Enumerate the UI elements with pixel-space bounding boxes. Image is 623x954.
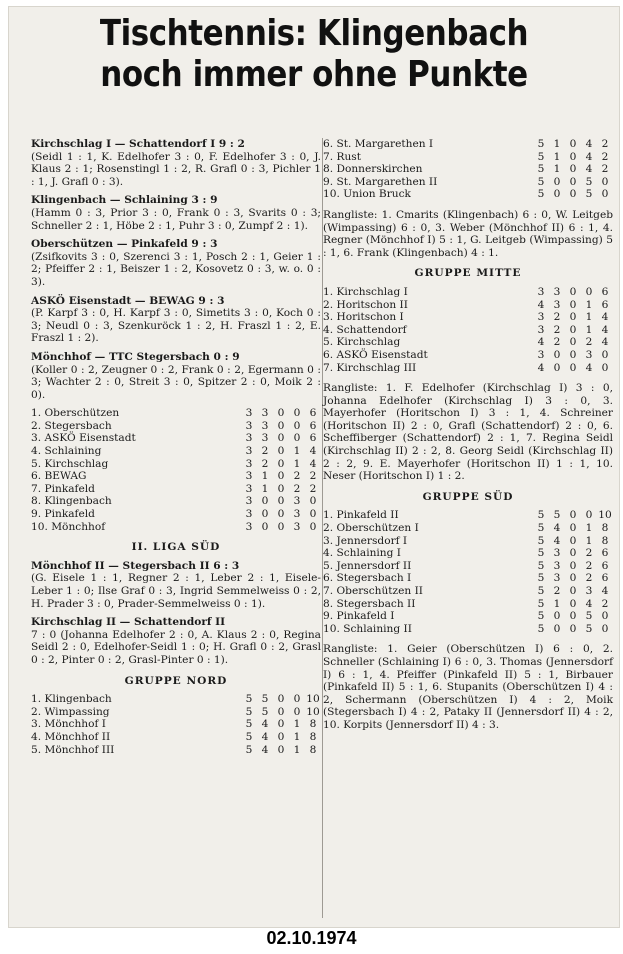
stat-value: 5 bbox=[245, 718, 253, 731]
standings-table-sued bbox=[323, 509, 613, 635]
stat-value: 6 bbox=[601, 547, 609, 560]
stat-value: 5 bbox=[585, 188, 593, 201]
table-row bbox=[323, 547, 613, 560]
stat-value: 8 bbox=[601, 522, 609, 535]
stat-value: 3 bbox=[585, 585, 593, 597]
team-name: 1. Pinkafeld II bbox=[323, 509, 399, 522]
team-name: 5. Mönchhof III bbox=[31, 743, 115, 756]
stat-value: 3 bbox=[261, 407, 269, 420]
stat-value: 4 bbox=[601, 323, 609, 336]
stat-value: 5 bbox=[537, 572, 545, 585]
stat-value: 5 bbox=[537, 547, 545, 560]
stat-value: 6 bbox=[309, 407, 317, 420]
team-name: 8. Klingenbach bbox=[31, 495, 112, 508]
stat-value: 3 bbox=[245, 407, 253, 420]
stat-value: 3 bbox=[537, 323, 545, 336]
team-name: 5. Kirchschlag bbox=[323, 336, 401, 349]
stat-value: 3 bbox=[293, 508, 301, 521]
stat-value: 5 bbox=[537, 559, 545, 572]
stat-value: 0 bbox=[309, 495, 317, 508]
section-gruppe-sued: GRUPPE SÜD bbox=[422, 490, 514, 503]
stat-value: 0 bbox=[277, 730, 285, 743]
stat-value: 2 bbox=[553, 585, 561, 597]
stat-value: 0 bbox=[293, 407, 301, 420]
stat-value: 0 bbox=[277, 432, 285, 445]
stat-value: 5 bbox=[585, 610, 593, 623]
stat-value: 2 bbox=[293, 482, 301, 495]
stat-value: 3 bbox=[245, 419, 253, 432]
team-name: 7. Kirchschlag III bbox=[323, 361, 417, 374]
stat-value: 1 bbox=[293, 730, 301, 743]
table-row bbox=[323, 522, 613, 535]
stat-value: 0 bbox=[553, 361, 561, 374]
stat-value: 1 bbox=[553, 597, 561, 610]
team-name: 3. ASKÖ Eisenstadt bbox=[31, 432, 136, 445]
team-name: 10. Schlaining II bbox=[323, 622, 412, 635]
stat-value: 0 bbox=[309, 508, 317, 521]
stat-value: 0 bbox=[553, 188, 561, 201]
stat-value: 0 bbox=[569, 285, 577, 298]
stat-value: 0 bbox=[569, 323, 577, 336]
stat-value: 5 bbox=[537, 622, 545, 635]
stat-value: 1 bbox=[585, 298, 593, 311]
table-row bbox=[323, 151, 613, 164]
headline-line-2: noch immer ohne Punkte bbox=[100, 54, 528, 95]
match-details: (Zsifkovits 3 : 0, Szerenci 3 : 1, Posch 2 : 1, Geier 1 : 2; Pfeiffer 2 : 1, Beiszer 1 : 2, Kosovetz 0 : 3, w. o. 0 : 3). bbox=[31, 250, 321, 288]
stat-value: 0 bbox=[277, 508, 285, 521]
section-gruppe-nord: GRUPPE NORD bbox=[124, 674, 228, 687]
stat-value: 0 bbox=[553, 622, 561, 635]
team-name: 10. Mönchhof bbox=[31, 520, 106, 533]
rangliste-sued: Rangliste: 1. Geier (Oberschützen I) 6 : 0, 2. Schneller (Schlaining I) 6 : 0, 3. Thomas (Jennersdorf I) 6 : 1, 4. Pfeiffer (Pinkafeld II) 5 : 1, Birbauer (Pinkafeld II) 5 : 1, 6. Stupanits (Oberschützen I) 4 : 2, Schermann (Oberschützen I) 4 : 2, Moik (Stegersbach I) 4 : 2, Pataky II (Jennersdorf II) 4 : 2, 10. Korpits (Jennersdorf II) 4 : 3. bbox=[323, 643, 613, 731]
team-name: 3. Mönchhof I bbox=[31, 718, 106, 731]
stat-value: 0 bbox=[569, 610, 577, 623]
team-name: 5. Jennersdorf II bbox=[323, 559, 412, 572]
stat-value: 0 bbox=[553, 348, 561, 361]
team-name: 2. Stegersbach bbox=[31, 419, 112, 432]
standings-table-nord-continued bbox=[323, 138, 613, 201]
stat-value: 4 bbox=[261, 743, 269, 756]
stat-value: 3 bbox=[245, 520, 253, 533]
team-name: 10. Union Bruck bbox=[323, 188, 411, 201]
table-row bbox=[31, 744, 321, 757]
table-row bbox=[31, 483, 321, 496]
table-row bbox=[323, 286, 613, 299]
team-name: 7. Oberschützen II bbox=[323, 585, 423, 597]
stat-value: 2 bbox=[293, 470, 301, 483]
stat-value: 4 bbox=[585, 597, 593, 610]
stat-value: 3 bbox=[553, 559, 561, 572]
stat-value: 5 bbox=[553, 509, 561, 522]
team-name: 1. Klingenbach bbox=[31, 693, 112, 706]
table-row bbox=[31, 731, 321, 744]
stat-value: 4 bbox=[585, 361, 593, 374]
table-row bbox=[323, 299, 613, 312]
standings-table-nord bbox=[31, 693, 321, 756]
stat-value: 8 bbox=[309, 743, 317, 756]
stat-value: 1 bbox=[585, 311, 593, 324]
stat-value: 5 bbox=[585, 622, 593, 635]
stat-value: 8 bbox=[309, 730, 317, 743]
match-details: (Seidl 1 : 1, K. Edelhofer 3 : 0, F. Edelhofer 3 : 0, J. Klaus 2 : 1; Rosenstingl 1 : 2, R. Grafl 0 : 3, Pichler 1 : 1, J. Grafl 0 : 3). bbox=[31, 150, 321, 188]
match-details: 7 : 0 (Johanna Edelhofer 2 : 0, A. Klaus 2 : 0, Regina Seidl 2 : 0, Edelhofer-Seidl 1 : 0; H. Grafl 0 : 2, Grasl 0 : 2, Pinter 0 : 2, Grasl-Pinter 0 : 1). bbox=[31, 628, 321, 666]
stat-value: 5 bbox=[537, 534, 545, 547]
stat-value: 0 bbox=[585, 509, 593, 522]
stat-value: 0 bbox=[569, 138, 577, 150]
stat-value: 0 bbox=[261, 508, 269, 521]
stat-value: 6 bbox=[309, 419, 317, 432]
match-title: ASKÖ Eisenstadt — BEWAG 9 : 3 bbox=[31, 294, 225, 307]
table-row bbox=[323, 163, 613, 176]
stat-value: 5 bbox=[245, 743, 253, 756]
section-gruppe-mitte: GRUPPE MITTE bbox=[414, 267, 522, 280]
team-name: 9. St. Margarethen II bbox=[323, 175, 438, 188]
stat-value: 4 bbox=[553, 522, 561, 535]
table-row bbox=[31, 521, 321, 534]
stat-value: 3 bbox=[245, 470, 253, 483]
stat-value: 5 bbox=[537, 163, 545, 176]
right-column bbox=[323, 138, 613, 738]
stat-value: 3 bbox=[585, 348, 593, 361]
stat-value: 2 bbox=[585, 336, 593, 349]
stat-value: 1 bbox=[585, 534, 593, 547]
stat-value: 4 bbox=[537, 361, 545, 374]
stat-value: 4 bbox=[553, 534, 561, 547]
table-row bbox=[323, 585, 613, 598]
table-row bbox=[323, 623, 613, 636]
stat-value: 4 bbox=[585, 163, 593, 176]
stat-value: 2 bbox=[553, 323, 561, 336]
team-name: 8. Donnerskirchen bbox=[323, 163, 423, 176]
stat-value: 3 bbox=[537, 311, 545, 324]
stat-value: 0 bbox=[569, 547, 577, 560]
stat-value: 2 bbox=[585, 572, 593, 585]
stat-value: 4 bbox=[537, 336, 545, 349]
team-name: 4. Schlaining bbox=[31, 445, 102, 458]
stat-value: 0 bbox=[277, 718, 285, 731]
stat-value: 5 bbox=[245, 693, 253, 706]
stat-value: 1 bbox=[293, 743, 301, 756]
stat-value: 1 bbox=[553, 150, 561, 163]
table-row bbox=[31, 432, 321, 445]
table-row bbox=[323, 138, 613, 151]
section-liga-sued: II. LIGA SÜD bbox=[131, 541, 221, 554]
table-row bbox=[323, 509, 613, 522]
match-details: (Hamm 0 : 3, Prior 3 : 0, Frank 0 : 3, Svarits 0 : 3; Schneller 2 : 1, Höbe 2 : 1, Puhr 3 : 0, Zumpf 2 : 1). bbox=[31, 206, 321, 232]
match-title: Mönchhof II — Stegersbach II 6 : 3 bbox=[31, 559, 240, 572]
match-title: Kirchschlag I — Schattendorf I 9 : 2 bbox=[31, 138, 245, 150]
stat-value: 3 bbox=[245, 508, 253, 521]
table-row bbox=[31, 470, 321, 483]
stat-value: 2 bbox=[261, 457, 269, 470]
table-row bbox=[323, 188, 613, 201]
team-name: 7. Rust bbox=[323, 150, 361, 163]
stat-value: 4 bbox=[585, 138, 593, 150]
table-row bbox=[323, 176, 613, 189]
match-title: Oberschützen — Pinkafeld 9 : 3 bbox=[31, 238, 218, 251]
left-column bbox=[31, 138, 321, 764]
stat-value: 5 bbox=[261, 705, 269, 718]
stat-value: 1 bbox=[293, 718, 301, 731]
table-row bbox=[323, 610, 613, 623]
stat-value: 3 bbox=[553, 298, 561, 311]
team-name: 4. Schlaining I bbox=[323, 547, 401, 560]
stat-value: 3 bbox=[261, 419, 269, 432]
stat-value: 6 bbox=[601, 559, 609, 572]
stat-value: 0 bbox=[277, 743, 285, 756]
stat-value: 4 bbox=[601, 336, 609, 349]
team-name: 6. ASKÖ Eisenstadt bbox=[323, 348, 428, 361]
table-row bbox=[31, 420, 321, 433]
team-name: 9. Pinkafeld bbox=[31, 508, 95, 521]
team-name: 9. Pinkafeld I bbox=[323, 610, 395, 623]
stat-value: 0 bbox=[601, 610, 609, 623]
table-row bbox=[323, 324, 613, 337]
headline bbox=[52, 13, 577, 95]
stat-value: 3 bbox=[245, 482, 253, 495]
stat-value: 6 bbox=[601, 285, 609, 298]
table-row bbox=[31, 508, 321, 521]
stat-value: 4 bbox=[601, 311, 609, 324]
table-row bbox=[31, 445, 321, 458]
stat-value: 3 bbox=[245, 457, 253, 470]
stat-value: 0 bbox=[277, 470, 285, 483]
stat-value: 5 bbox=[261, 693, 269, 706]
table-row bbox=[323, 362, 613, 375]
stat-value: 5 bbox=[537, 597, 545, 610]
stat-value: 0 bbox=[601, 348, 609, 361]
stat-value: 0 bbox=[261, 495, 269, 508]
stat-value: 4 bbox=[309, 457, 317, 470]
rangliste-nord: Rangliste: 1. Cmarits (Klingenbach) 6 : 0, W. Leitgeb (Wimpassing) 6 : 0, 3. Weber (Mönchhof II) 6 : 1, 4. Regner (Mönchhof I) 5 : 1, G. Leitgeb (Wimpassing) 5 : 1, 6. Frank (Klingenbach) 4 : 1. bbox=[323, 208, 613, 259]
team-name: 4. Mönchhof II bbox=[31, 730, 111, 743]
team-name: 1. Kirchschlag I bbox=[323, 285, 408, 298]
table-row bbox=[323, 311, 613, 324]
stat-value: 4 bbox=[261, 730, 269, 743]
team-name: 4. Schattendorf bbox=[323, 323, 407, 336]
stat-value: 0 bbox=[553, 610, 561, 623]
stat-value: 4 bbox=[261, 718, 269, 731]
headline-line-1: Tischtennis: Klingenbach bbox=[99, 13, 529, 54]
stat-value: 3 bbox=[553, 285, 561, 298]
stat-value: 2 bbox=[585, 547, 593, 560]
team-name: 3. Horitschon I bbox=[323, 311, 404, 324]
stat-value: 0 bbox=[569, 534, 577, 547]
match-details: (P. Karpf 3 : 0, H. Karpf 3 : 0, Simetits 3 : 0, Koch 0 : 3; Neudl 0 : 3, Szenkuröck 1 : 2, H. Fraszl 1 : 2, E. Fraszl 1 : 2). bbox=[31, 307, 321, 345]
stat-value: 0 bbox=[569, 522, 577, 535]
table-row bbox=[323, 336, 613, 349]
stat-value: 6 bbox=[601, 298, 609, 311]
stat-value: 0 bbox=[569, 188, 577, 201]
stat-value: 3 bbox=[293, 520, 301, 533]
stat-value: 5 bbox=[537, 610, 545, 623]
table-row bbox=[323, 535, 613, 548]
stat-value: 0 bbox=[569, 336, 577, 349]
stat-value: 0 bbox=[569, 150, 577, 163]
stat-value: 3 bbox=[537, 285, 545, 298]
stat-value: 3 bbox=[245, 495, 253, 508]
team-name: 8. Stegersbach II bbox=[323, 597, 416, 610]
date-caption: 02.10.1974 bbox=[266, 928, 357, 948]
stat-value: 10 bbox=[306, 705, 320, 718]
stat-value: 0 bbox=[569, 597, 577, 610]
stat-value: 4 bbox=[601, 585, 609, 597]
stat-value: 5 bbox=[537, 509, 545, 522]
stat-value: 0 bbox=[569, 509, 577, 522]
team-name: 5. Kirchschlag bbox=[31, 457, 109, 470]
stat-value: 10 bbox=[598, 509, 612, 522]
stat-value: 0 bbox=[277, 705, 285, 718]
stat-value: 0 bbox=[293, 693, 301, 706]
stat-value: 0 bbox=[309, 520, 317, 533]
stat-value: 5 bbox=[585, 175, 593, 188]
stat-value: 6 bbox=[309, 432, 317, 445]
stat-value: 4 bbox=[309, 445, 317, 458]
stat-value: 8 bbox=[309, 718, 317, 731]
table-row bbox=[31, 718, 321, 731]
stat-value: 0 bbox=[601, 622, 609, 635]
stat-value: 0 bbox=[585, 285, 593, 298]
stat-value: 5 bbox=[537, 188, 545, 201]
stat-value: 0 bbox=[569, 559, 577, 572]
stat-value: 0 bbox=[569, 348, 577, 361]
stat-value: 5 bbox=[537, 138, 545, 150]
team-name: 7. Pinkafeld bbox=[31, 482, 95, 495]
stat-value: 0 bbox=[569, 361, 577, 374]
stat-value: 3 bbox=[245, 445, 253, 458]
newspaper-clipping bbox=[8, 6, 620, 928]
stat-value: 0 bbox=[277, 482, 285, 495]
stat-value: 8 bbox=[601, 534, 609, 547]
stat-value: 4 bbox=[585, 150, 593, 163]
table-row bbox=[323, 560, 613, 573]
stat-value: 5 bbox=[245, 705, 253, 718]
stat-value: 1 bbox=[585, 323, 593, 336]
table-row bbox=[31, 693, 321, 706]
stat-value: 2 bbox=[553, 336, 561, 349]
stat-value: 2 bbox=[601, 138, 609, 150]
match-results bbox=[31, 138, 321, 401]
stat-value: 1 bbox=[585, 522, 593, 535]
stat-value: 1 bbox=[261, 470, 269, 483]
table-row bbox=[31, 458, 321, 471]
stat-value: 0 bbox=[601, 361, 609, 374]
team-name: 2. Horitschon II bbox=[323, 298, 408, 311]
stat-value: 0 bbox=[261, 520, 269, 533]
stat-value: 2 bbox=[585, 559, 593, 572]
stat-value: 0 bbox=[277, 419, 285, 432]
table-row bbox=[323, 572, 613, 585]
stat-value: 1 bbox=[553, 163, 561, 176]
stat-value: 0 bbox=[569, 311, 577, 324]
team-name: 2. Oberschützen I bbox=[323, 522, 419, 535]
stat-value: 0 bbox=[293, 432, 301, 445]
stat-value: 5 bbox=[537, 585, 545, 597]
table-row bbox=[31, 495, 321, 508]
stat-value: 5 bbox=[537, 522, 545, 535]
team-name: 1. Oberschützen bbox=[31, 407, 120, 420]
stat-value: 2 bbox=[261, 445, 269, 458]
stat-value: 5 bbox=[537, 150, 545, 163]
stat-value: 2 bbox=[309, 482, 317, 495]
stat-value: 3 bbox=[261, 432, 269, 445]
stat-value: 2 bbox=[601, 163, 609, 176]
liga-match-results bbox=[31, 560, 321, 667]
standings-table-liga bbox=[31, 407, 321, 533]
stat-value: 2 bbox=[309, 470, 317, 483]
stat-value: 1 bbox=[293, 445, 301, 458]
stat-value: 3 bbox=[553, 572, 561, 585]
stat-value: 6 bbox=[601, 572, 609, 585]
stat-value: 0 bbox=[277, 495, 285, 508]
team-name: 6. Stegersbach I bbox=[323, 572, 412, 585]
team-name: 3. Jennersdorf I bbox=[323, 534, 408, 547]
team-name: 2. Wimpassing bbox=[31, 705, 110, 718]
stat-value: 4 bbox=[537, 298, 545, 311]
stat-value: 10 bbox=[306, 693, 320, 706]
stat-value: 0 bbox=[277, 457, 285, 470]
match-details: (Koller 0 : 2, Zeugner 0 : 2, Frank 0 : 2, Egermann 0 : 3; Wachter 2 : 0, Streit 3 : 0, Spitzer 2 : 0, Moik 2 : 0). bbox=[31, 363, 321, 401]
standings-table-mitte bbox=[323, 286, 613, 374]
table-row bbox=[31, 407, 321, 420]
stat-value: 0 bbox=[277, 520, 285, 533]
match-title: Klingenbach — Schlaining 3 : 9 bbox=[31, 194, 218, 207]
stat-value: 0 bbox=[277, 445, 285, 458]
stat-value: 5 bbox=[537, 175, 545, 188]
stat-value: 0 bbox=[601, 175, 609, 188]
stat-value: 2 bbox=[553, 311, 561, 324]
stat-value: 0 bbox=[569, 298, 577, 311]
stat-value: 0 bbox=[569, 163, 577, 176]
stat-value: 0 bbox=[569, 622, 577, 635]
table-row bbox=[323, 349, 613, 362]
table-row bbox=[323, 598, 613, 611]
team-name: 6. St. Margarethen I bbox=[323, 138, 434, 150]
rangliste-mitte: Rangliste: 1. F. Edelhofer (Kirchschlag I) 3 : 0, Johanna Edelhofer (Kirchschlag I) 3 : 0, 3. Mayerhofer (Horitschon I) 3 : 1, 4. Schreiner (Horitschon II) 2 : 0, Grafl (Schattendorf) 2 : 0, 6. Scheffiberger (Schattendorf) 2 : 1, 7. Regina Seidl (Kirchschlag II) 2 : 2, 8. Georg Seidl (Kirchschlag II) 2 : 2, 9. E. Mayerhofer (Horitschon II) 1 : 1, 10. Neser (Horitschon I) 1 : 2. bbox=[323, 382, 613, 483]
stat-value: 3 bbox=[293, 495, 301, 508]
stat-value: 0 bbox=[293, 705, 301, 718]
stat-value: 1 bbox=[261, 482, 269, 495]
match-details: (G. Eisele 1 : 1, Regner 2 : 1, Leber 2 : 1, Eisele-Leber 1 : 0; Ilse Graf 0 : 3, Ingrid Semmelweiss 0 : 2, H. Prader 3 : 0, Prader-Semmelweiss 0 : 1). bbox=[31, 572, 321, 610]
team-name: 6. BEWAG bbox=[31, 470, 87, 483]
match-title: Kirchschlag II — Schattendorf II bbox=[31, 616, 226, 629]
stat-value: 3 bbox=[537, 348, 545, 361]
stat-value: 1 bbox=[293, 457, 301, 470]
stat-value: 0 bbox=[277, 407, 285, 420]
stat-value: 1 bbox=[553, 138, 561, 150]
stat-value: 3 bbox=[553, 547, 561, 560]
stat-value: 0 bbox=[277, 693, 285, 706]
stat-value: 0 bbox=[293, 419, 301, 432]
stat-value: 5 bbox=[245, 730, 253, 743]
stat-value: 0 bbox=[553, 175, 561, 188]
stat-value: 0 bbox=[569, 572, 577, 585]
stat-value: 2 bbox=[601, 150, 609, 163]
stat-value: 3 bbox=[245, 432, 253, 445]
stat-value: 0 bbox=[569, 585, 577, 597]
table-row bbox=[31, 706, 321, 719]
stat-value: 0 bbox=[569, 175, 577, 188]
match-title: Mönchhof — TTC Stegersbach 0 : 9 bbox=[31, 350, 240, 363]
stat-value: 0 bbox=[601, 188, 609, 201]
stat-value: 2 bbox=[601, 597, 609, 610]
